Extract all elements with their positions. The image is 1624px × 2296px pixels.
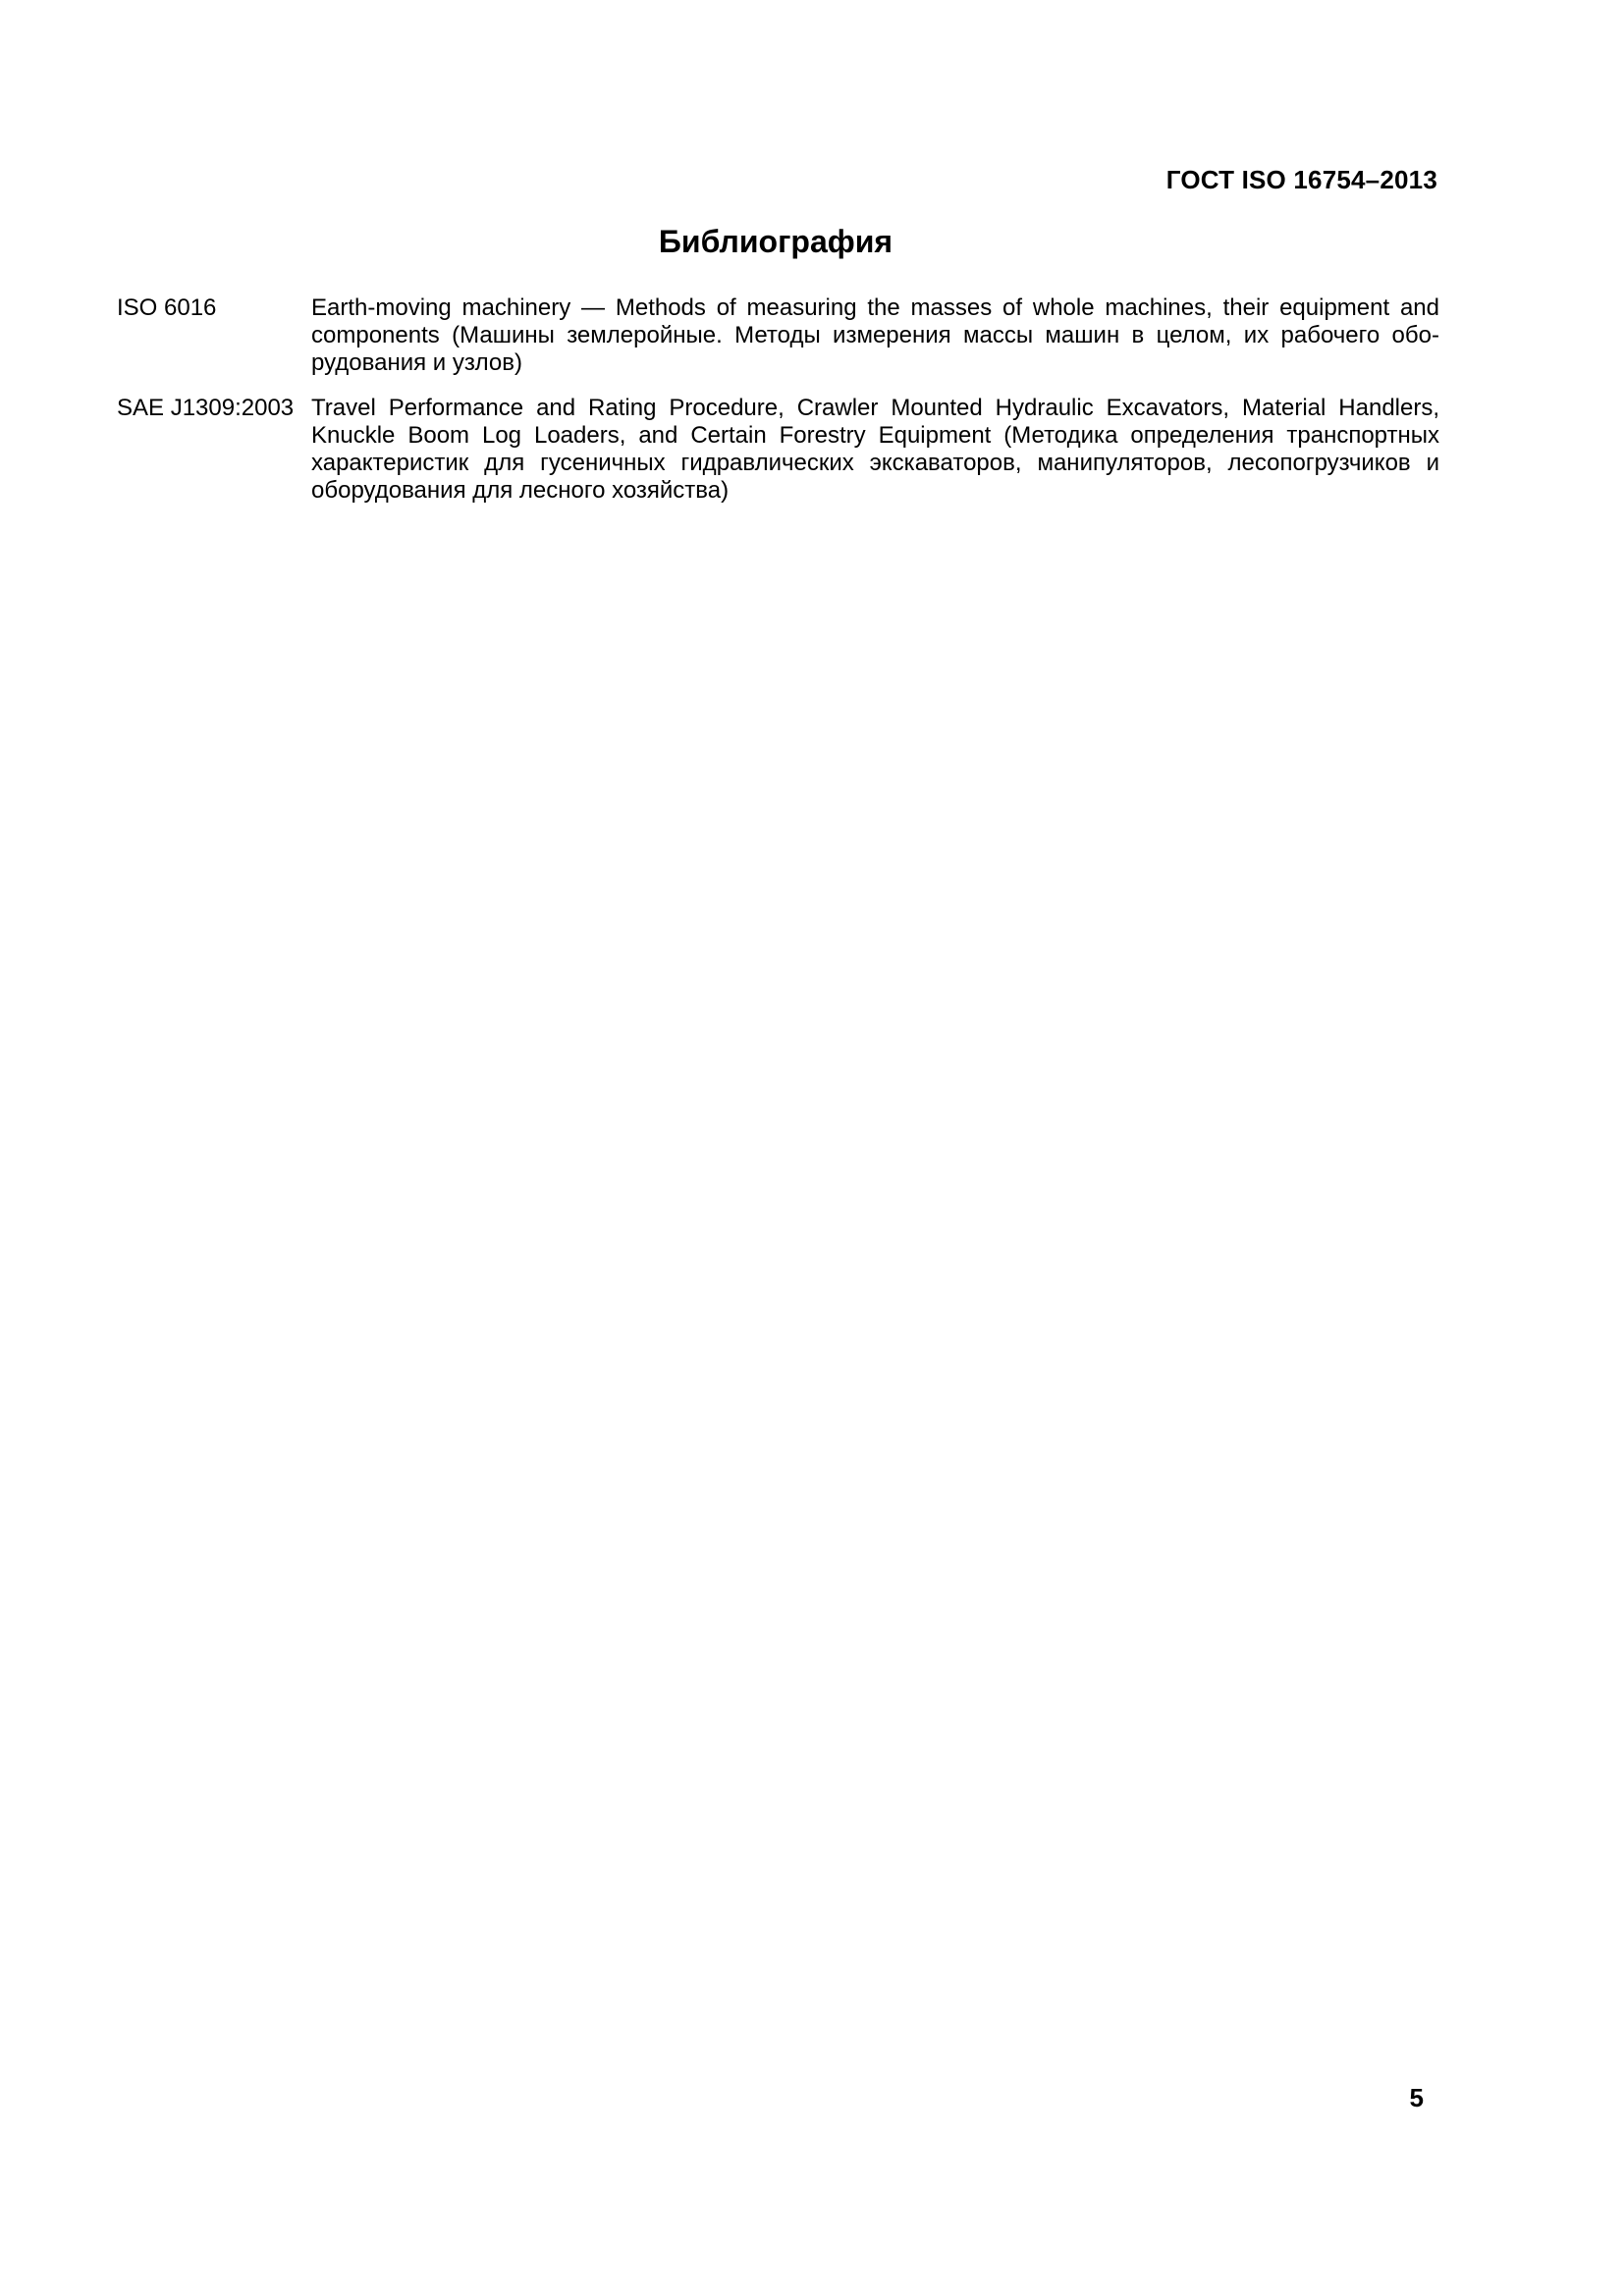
section-title: Библиография	[658, 224, 893, 259]
document-code: ГОСТ ISO 16754–2013	[1165, 165, 1437, 194]
reference-text: Travel Performance and Rating Procedure, Crawler Mounted Hydraulic Excavators, Material Handlers, Knuckle Boom Log Loaders, and Certain Forestry Equipment (Методика определения транспортных характеристик для гусеничных гидравлических экскаваторов, манипуляторов, лесопогрузчиков и оборудования для лесного хозяйства)	[311, 395, 1439, 504]
reference-code: SAE J1309:2003	[117, 395, 295, 421]
reference-list	[117, 294, 1439, 522]
reference-code: ISO 6016	[117, 294, 217, 321]
reference-entry	[117, 294, 1439, 377]
reference-entry	[117, 395, 1439, 505]
reference-text: Earth-moving machinery — Methods of measuring the masses of whole machines, their equipment and components (Машины землеройные. Методы измерения массы машин в целом, их рабочего оборудования и узлов)	[311, 294, 1439, 376]
page-number: 5	[1409, 2083, 1424, 2112]
